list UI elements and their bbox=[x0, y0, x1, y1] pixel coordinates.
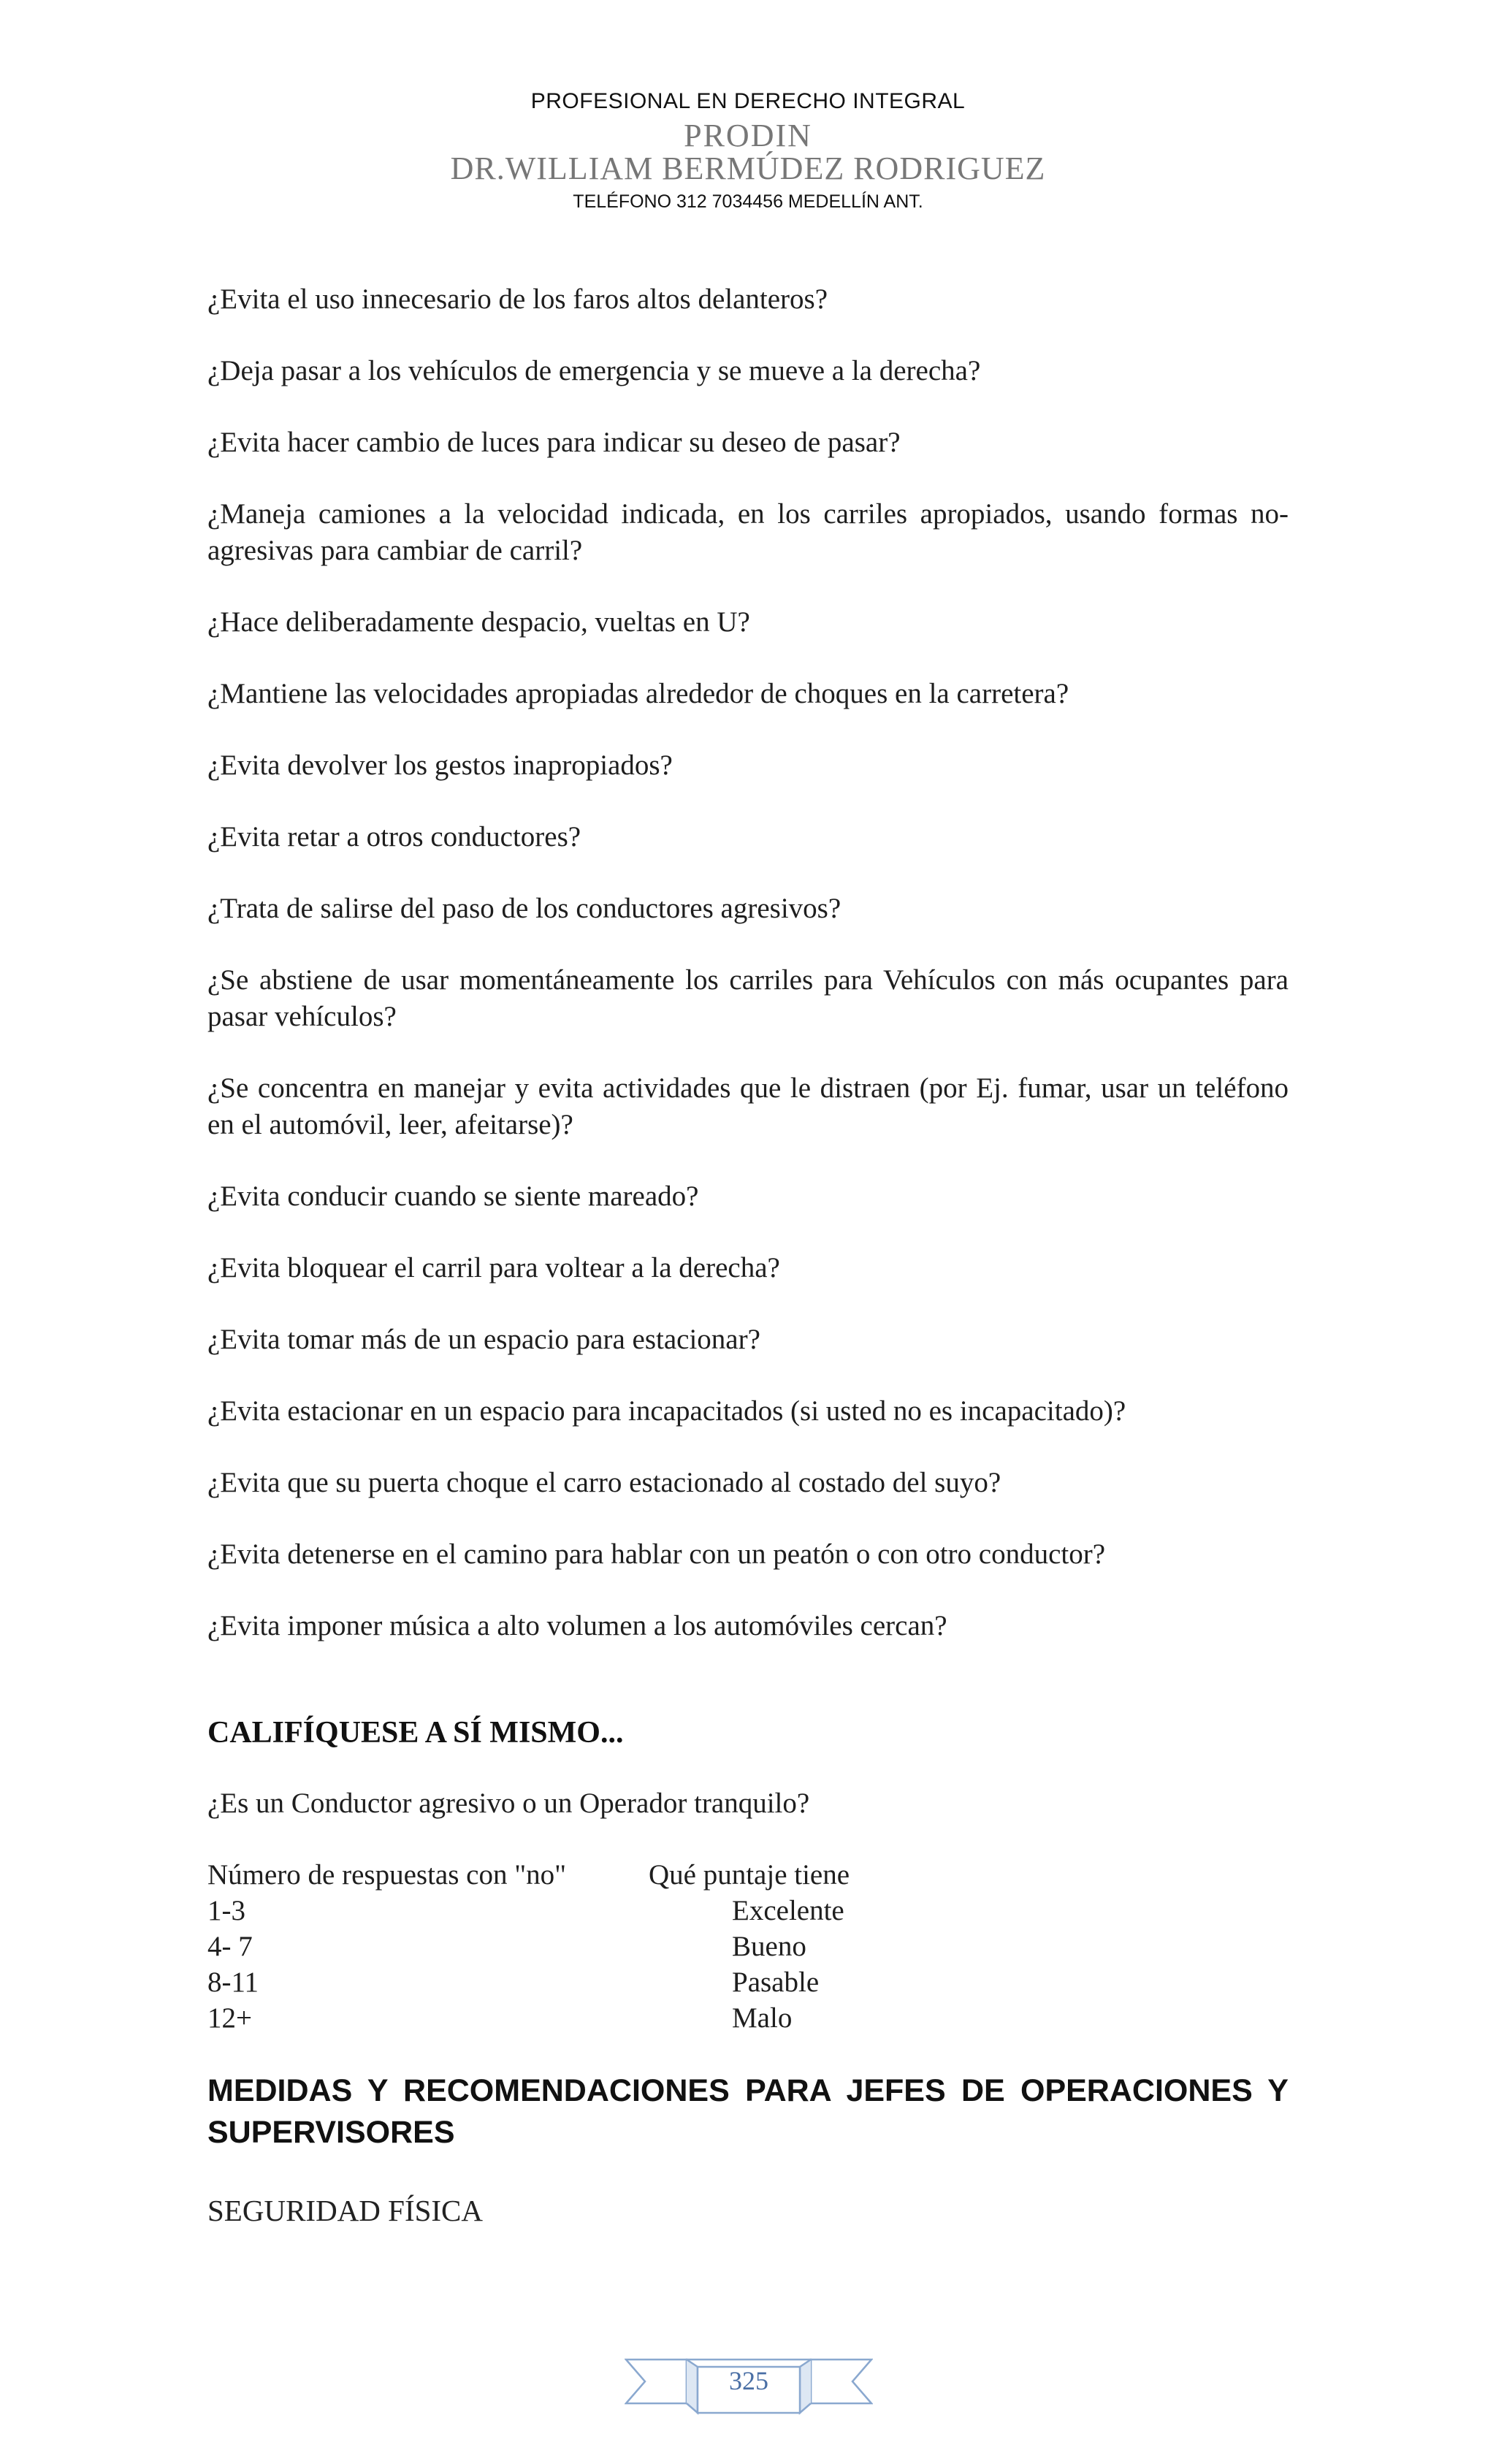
score-label: Bueno bbox=[732, 1931, 806, 1962]
score-count: 1-3 bbox=[207, 1895, 245, 1926]
header-lawyer-name: DR.WILLIAM BERMÚDEZ RODRIGUEZ bbox=[450, 150, 1046, 186]
self-rating-heading: CALIFÍQUESE A SÍ MISMO... bbox=[207, 1716, 624, 1750]
question-item: ¿Evita estacionar en un espacio para incapacitados (si usted no es incapacitado)? bbox=[207, 1395, 1126, 1427]
score-count: 8-11 bbox=[207, 1967, 259, 1998]
header-firm-name: PROFESIONAL EN DERECHO INTEGRAL bbox=[530, 89, 966, 113]
subsection-heading: SEGURIDAD FÍSICA bbox=[207, 2194, 484, 2227]
question-item: ¿Evita retar a otros conductores? bbox=[207, 821, 581, 853]
question-item: ¿Se concentra en manejar y evita actividades que le distraen (por Ej. fumar, usar un teléfono en el automóvil, leer, afeitarse)? bbox=[207, 1072, 1289, 1140]
self-rating-question: ¿Es un Conductor agresivo o un Operador tranquilo? bbox=[207, 1788, 810, 1819]
score-label: Malo bbox=[732, 2002, 793, 2034]
question-item: ¿Evita imponer música a alto volumen a los automóviles cercan? bbox=[207, 1610, 947, 1641]
question-item: ¿Deja pasar a los vehículos de emergencia y se mueve a la derecha? bbox=[207, 355, 981, 386]
questions-list bbox=[207, 281, 1289, 1679]
question-item: ¿Evita que su puerta choque el carro estacionado al costado del suyo? bbox=[207, 1467, 1001, 1498]
question-item: ¿Evita el uso innecesario de los faros altos delanteros? bbox=[207, 283, 828, 315]
question-item: ¿Evita bloquear el carril para voltear a la derecha? bbox=[207, 1252, 780, 1284]
question-item: ¿Mantiene las velocidades apropiadas alrededor de choques en la carretera? bbox=[207, 678, 1069, 709]
score-label: Pasable bbox=[732, 1967, 820, 1998]
score-table-header-count: Número de respuestas con "no" bbox=[207, 1859, 567, 1891]
question-item: ¿Evita detenerse en el camino para hablar con un peatón o con otro conductor? bbox=[207, 1538, 1106, 1570]
question-item: ¿Evita conducir cuando se siente mareado? bbox=[207, 1180, 699, 1212]
question-item: ¿Se abstiene de usar momentáneamente los carriles para Vehículos con más ocupantes para pasar vehículos? bbox=[207, 964, 1289, 1032]
score-label: Excelente bbox=[732, 1895, 844, 1926]
score-count: 4- 7 bbox=[207, 1931, 253, 1962]
question-item: ¿Evita tomar más de un espacio para estacionar? bbox=[207, 1324, 760, 1355]
page-number: 325 bbox=[729, 2366, 768, 2395]
question-item: ¿Trata de salirse del paso de los conductores agresivos? bbox=[207, 893, 842, 924]
header-phone: TELÉFONO 312 7034456 MEDELLÍN ANT. bbox=[573, 191, 923, 212]
score-table-header-score: Qué puntaje tiene bbox=[649, 1859, 850, 1891]
section-heading: MEDIDAS Y RECOMENDACIONES PARA JEFES DE OPERACIONES Y SUPERVISORES bbox=[207, 2073, 1289, 2150]
question-item: ¿Hace deliberadamente despacio, vueltas en U? bbox=[207, 606, 750, 638]
header-acronym: PRODIN bbox=[684, 118, 812, 153]
question-item: ¿Evita devolver los gestos inapropiados? bbox=[207, 750, 673, 781]
score-count: 12+ bbox=[207, 2002, 252, 2034]
question-item: ¿Evita hacer cambio de luces para indicar su deseo de pasar? bbox=[207, 427, 901, 458]
question-item: ¿Maneja camiones a la velocidad indicada, en los carriles apropiados, usando formas no-agresivas para cambiar de carril? bbox=[207, 498, 1289, 566]
